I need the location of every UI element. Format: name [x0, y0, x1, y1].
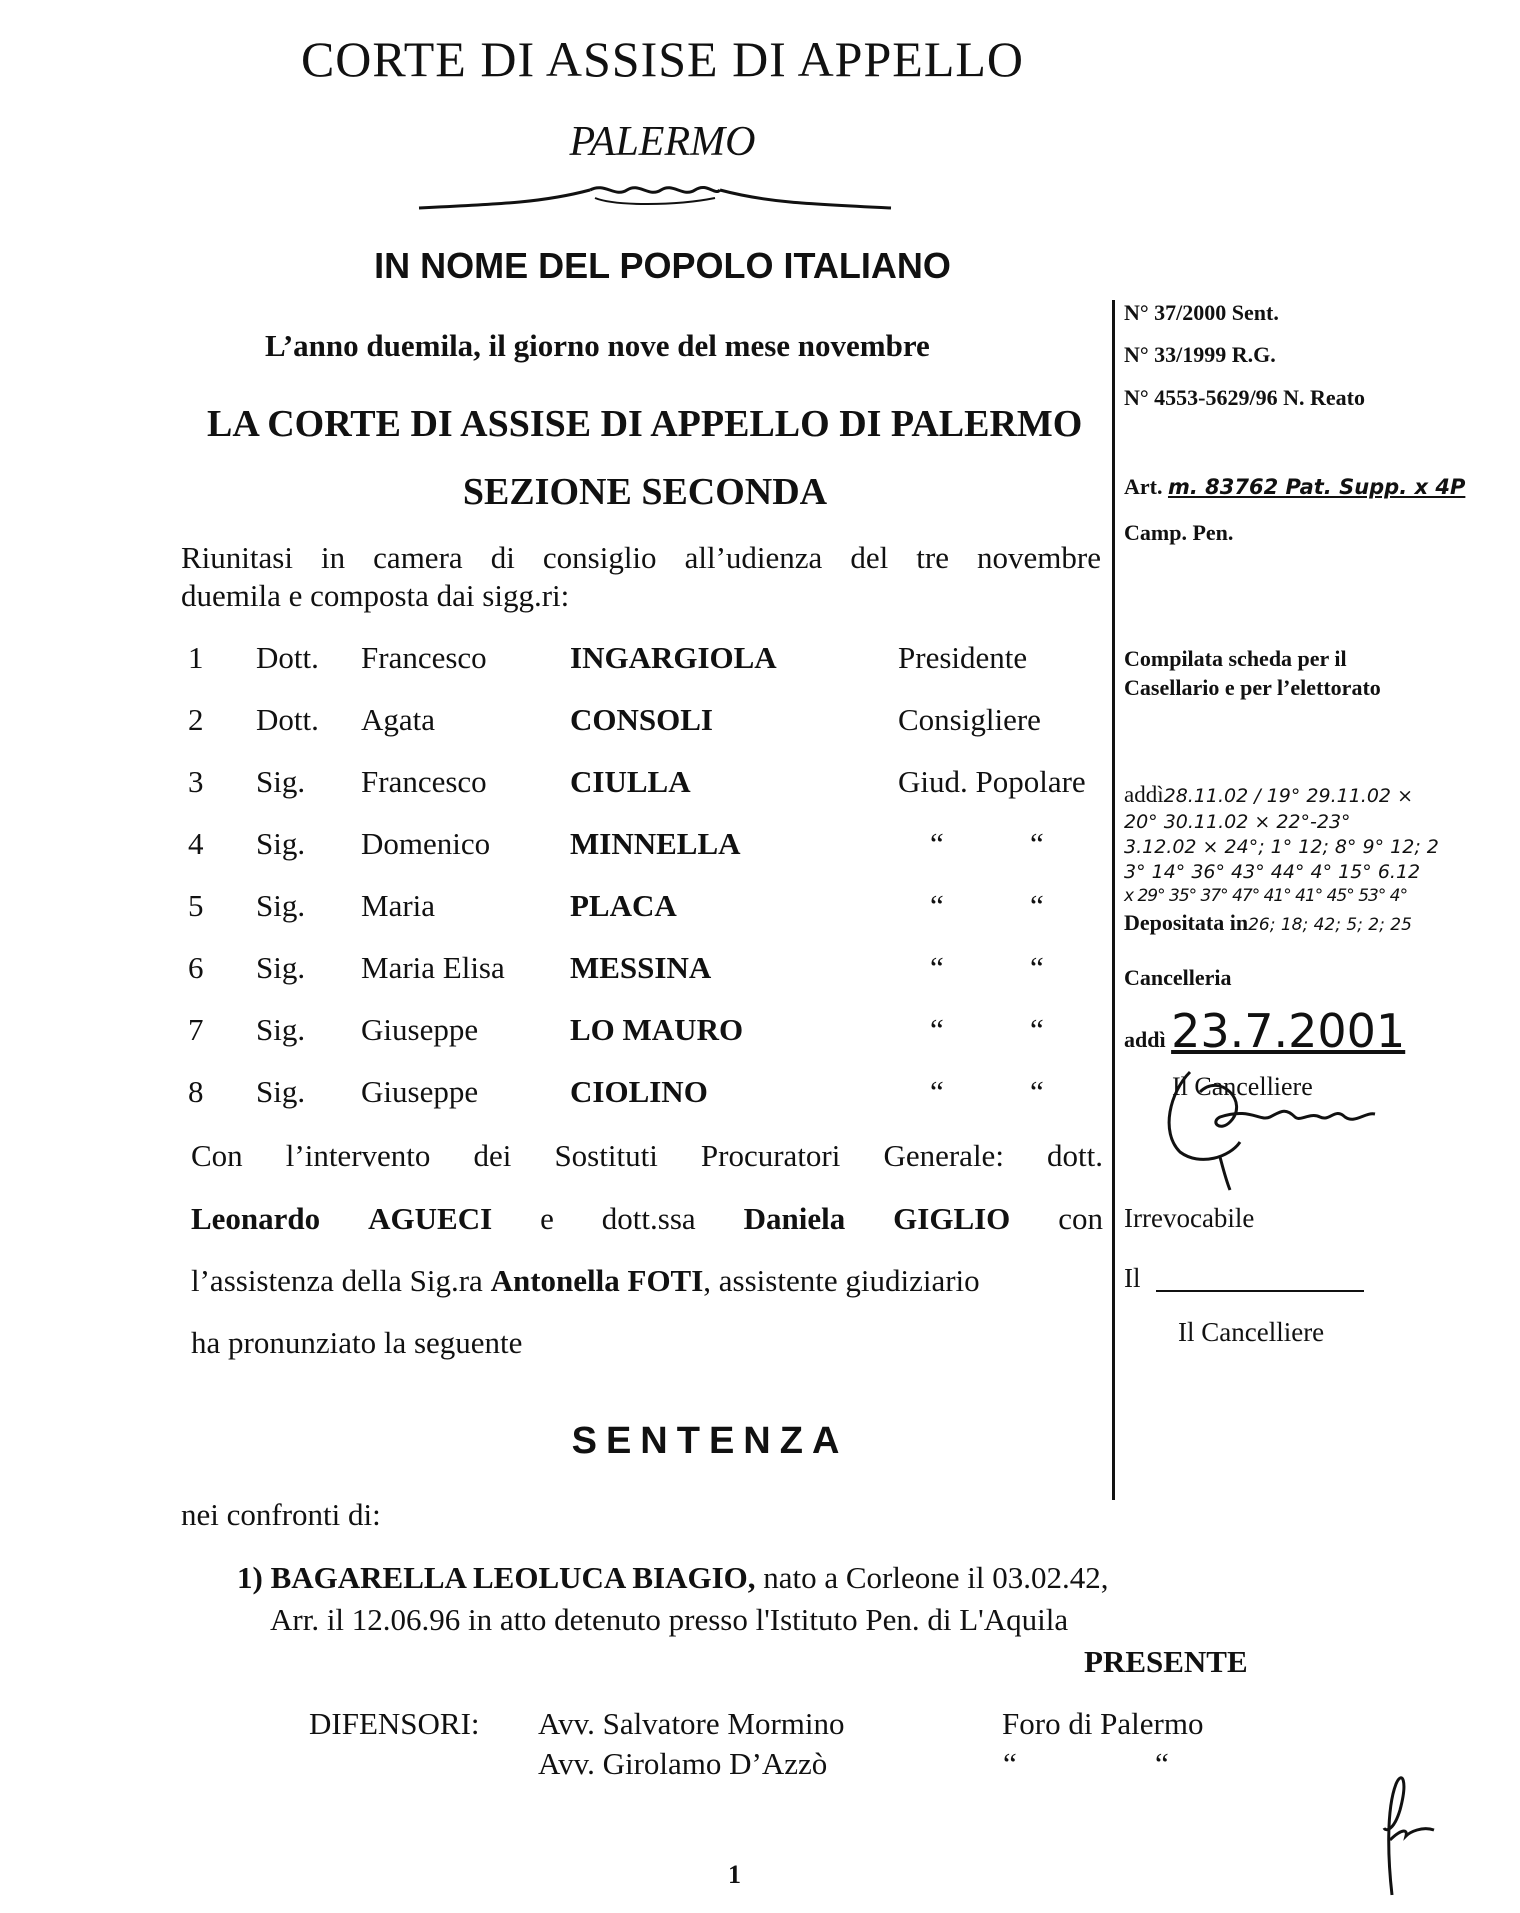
judge-last-name: PLACA [570, 888, 677, 923]
judge-row [0, 826, 1110, 872]
judge-number: 6 [188, 950, 204, 985]
meeting-line-1: Riunitasi in camera di consiglio all’udienza del tre novembre [181, 540, 1101, 575]
court-title: CORTE DI ASSISE DI APPELLO [300, 31, 1025, 87]
depositata-label: Depositata in [1124, 910, 1249, 935]
defendant-birth: nato a Corleone il 03.02.42, [755, 1560, 1109, 1595]
ditto-mark: “ [1030, 888, 1044, 923]
assistant-name: Antonella FOTI [490, 1263, 704, 1298]
judge-first-name: Maria [361, 888, 436, 923]
intervention-line-4: ha pronunziato la seguente [191, 1325, 523, 1360]
judge-number: 4 [188, 826, 204, 861]
judge-title: Dott. [256, 702, 319, 737]
addi-handwritten-3: 3.12.02 × 24°; 1° 12; 8° 9° 12; 2 [1124, 836, 1439, 858]
irrevocabile-label: Irrevocabile [1124, 1203, 1255, 1233]
article-line [1124, 474, 1465, 500]
judge-first-name: Giuseppe [361, 1012, 479, 1047]
defenders-label: DIFENSORI: [309, 1706, 480, 1741]
addi-handwritten-5: x 29° 35° 37° 47° 41° 41° 45° 53° 4° [1124, 886, 1408, 906]
judge-row [0, 1074, 1110, 1120]
initials-signature-icon [1370, 1770, 1450, 1900]
judge-row [0, 764, 1110, 810]
cancelleria-label: Cancelleria [1124, 965, 1232, 990]
judge-title: Sig. [256, 1012, 306, 1047]
section-heading: SEZIONE SECONDA [462, 471, 828, 513]
cancelliere-signature-icon [1160, 1062, 1400, 1192]
judge-last-name: LO MAURO [570, 1012, 744, 1047]
addi-line [1124, 782, 1413, 808]
judge-number: 2 [188, 702, 204, 737]
judge-row [0, 950, 1110, 996]
judge-last-name: MESSINA [570, 950, 712, 985]
prosecutor-last-name: AGUECI [368, 1201, 493, 1236]
judge-title: Sig. [256, 764, 306, 799]
ditto-mark: “ [1030, 826, 1044, 861]
defender-bar: Foro di Palermo [1002, 1706, 1204, 1741]
prosecutor-first-name: Leonardo [191, 1201, 321, 1236]
popolo-heading: IN NOME DEL POPOLO ITALIANO [374, 245, 951, 286]
addi-handwritten-2: 20° 30.11.02 × 22°-23° [1124, 811, 1351, 833]
deposit-date-line [1124, 1004, 1405, 1058]
judge-first-name: Maria Elisa [361, 950, 505, 985]
prosecutor2-last-name: GIGLIO [893, 1201, 1011, 1236]
judge-title: Sig. [256, 1074, 306, 1109]
blank-date-line [1156, 1290, 1364, 1292]
judge-number: 5 [188, 888, 204, 923]
intervention-line-1: Con l’intervento dei Sostituti Procuratori Generale: dott. [191, 1138, 1103, 1173]
camp-pen: Camp. Pen. [1124, 520, 1234, 545]
ditto-mark: “ [930, 1012, 944, 1047]
ditto-mark: “ [930, 826, 944, 861]
judge-number: 8 [188, 1074, 204, 1109]
with-text: con [1058, 1201, 1104, 1236]
intervention-line-2 [191, 1201, 1103, 1237]
judge-last-name: CONSOLI [570, 702, 713, 737]
date-line: L’anno duemila, il giorno nove del mese novembre [265, 328, 930, 363]
ditto-mark: “ [1003, 1746, 1017, 1781]
ditto-mark: “ [1030, 1012, 1044, 1047]
judge-row [0, 702, 1110, 748]
judge-number: 7 [188, 1012, 204, 1047]
defendant-name: 1) BAGARELLA LEOLUCA BIAGIO, [237, 1560, 756, 1595]
addi-label: addì [1124, 782, 1164, 807]
compilata-note: Compilata scheda per il Casellario e per l’elettorato [1124, 646, 1381, 700]
reato-number: N° 4553-5629/96 N. Reato [1124, 385, 1365, 410]
judge-first-name: Domenico [361, 826, 491, 861]
title-text: dott.ssa [601, 1201, 696, 1236]
assistance-text: l’assistenza della Sig.ra [191, 1263, 491, 1298]
addi-handwritten-1: 28.11.02 / 19° 29.11.02 × [1163, 785, 1413, 807]
judge-number: 1 [188, 640, 204, 675]
article-handwritten: m. 83762 Pat. Supp. x 4P [1167, 475, 1466, 499]
defendant-line [237, 1560, 1109, 1596]
defendant-arrest: Arr. il 12.06.96 in atto detenuto presso l'Istituto Pen. di L'Aquila [270, 1602, 1069, 1637]
court-city: PALERMO [569, 119, 756, 165]
intervention-line-3 [191, 1263, 1103, 1299]
judge-role: Consigliere [898, 702, 1041, 737]
judge-title: Sig. [256, 888, 306, 923]
defendant-status: PRESENTE [1084, 1644, 1248, 1679]
article-label: Art. [1124, 474, 1163, 499]
defender-2: Avv. Girolamo D’Azzò [538, 1746, 828, 1781]
addi-handwritten-4: 3° 14° 36° 43° 44° 4° 15° 6.12 [1124, 861, 1421, 883]
judge-first-name: Francesco [361, 640, 487, 675]
judge-role: Giud. Popolare [898, 764, 1086, 799]
ditto-mark: “ [1155, 1746, 1169, 1781]
depositata-handwritten: 26; 18; 42; 5; 2; 25 [1248, 915, 1412, 935]
conjunction-text: e [540, 1201, 554, 1236]
confronti-text: nei confronti di: [181, 1497, 381, 1532]
deposit-date-label: addì [1124, 1027, 1166, 1052]
judge-first-name: Giuseppe [361, 1074, 479, 1109]
sentence-number: N° 37/2000 Sent. [1124, 300, 1279, 325]
judge-last-name: MINNELLA [570, 826, 741, 861]
judge-row [0, 888, 1110, 934]
judge-first-name: Agata [361, 702, 436, 737]
court-full-name: LA CORTE DI ASSISE DI APPELLO DI PALERMO [207, 403, 1083, 445]
defender-1: Avv. Salvatore Mormino [538, 1706, 845, 1741]
prosecutor2-first-name: Daniela [743, 1201, 846, 1236]
judge-first-name: Francesco [361, 764, 487, 799]
judge-role: Presidente [898, 640, 1028, 675]
assistant-role: , assistente giudiziario [703, 1263, 980, 1298]
judge-row [0, 640, 1110, 686]
cancelliere-label: Il Cancelliere [1178, 1317, 1325, 1347]
sentenza-heading: SENTENZA [571, 1420, 849, 1462]
judge-last-name: CIOLINO [570, 1074, 708, 1109]
margin-divider [1112, 300, 1115, 1500]
judge-title: Sig. [256, 950, 306, 985]
judge-title: Sig. [256, 826, 306, 861]
ornament-divider-icon [415, 176, 895, 216]
judge-last-name: CIULLA [570, 764, 691, 799]
judge-title: Dott. [256, 640, 319, 675]
depositata-line [1124, 910, 1412, 936]
judge-number: 3 [188, 764, 204, 799]
ditto-mark: “ [930, 888, 944, 923]
judge-last-name: INGARGIOLA [570, 640, 777, 675]
meeting-line-2: duemila e composta dai sigg.ri: [181, 578, 570, 613]
ditto-mark: “ [1030, 1074, 1044, 1109]
ditto-mark: “ [1030, 950, 1044, 985]
ditto-mark: “ [930, 1074, 944, 1109]
il-label: Il [1124, 1263, 1141, 1293]
ditto-mark: “ [930, 950, 944, 985]
deposit-date-handwritten: 23.7.2001 [1171, 1004, 1406, 1058]
rg-number: N° 33/1999 R.G. [1124, 342, 1276, 367]
page-number: 1 [728, 1860, 741, 1889]
judge-row [0, 1012, 1110, 1058]
stamp-cancelliere: Il Cancelliere [1172, 1072, 1313, 1101]
